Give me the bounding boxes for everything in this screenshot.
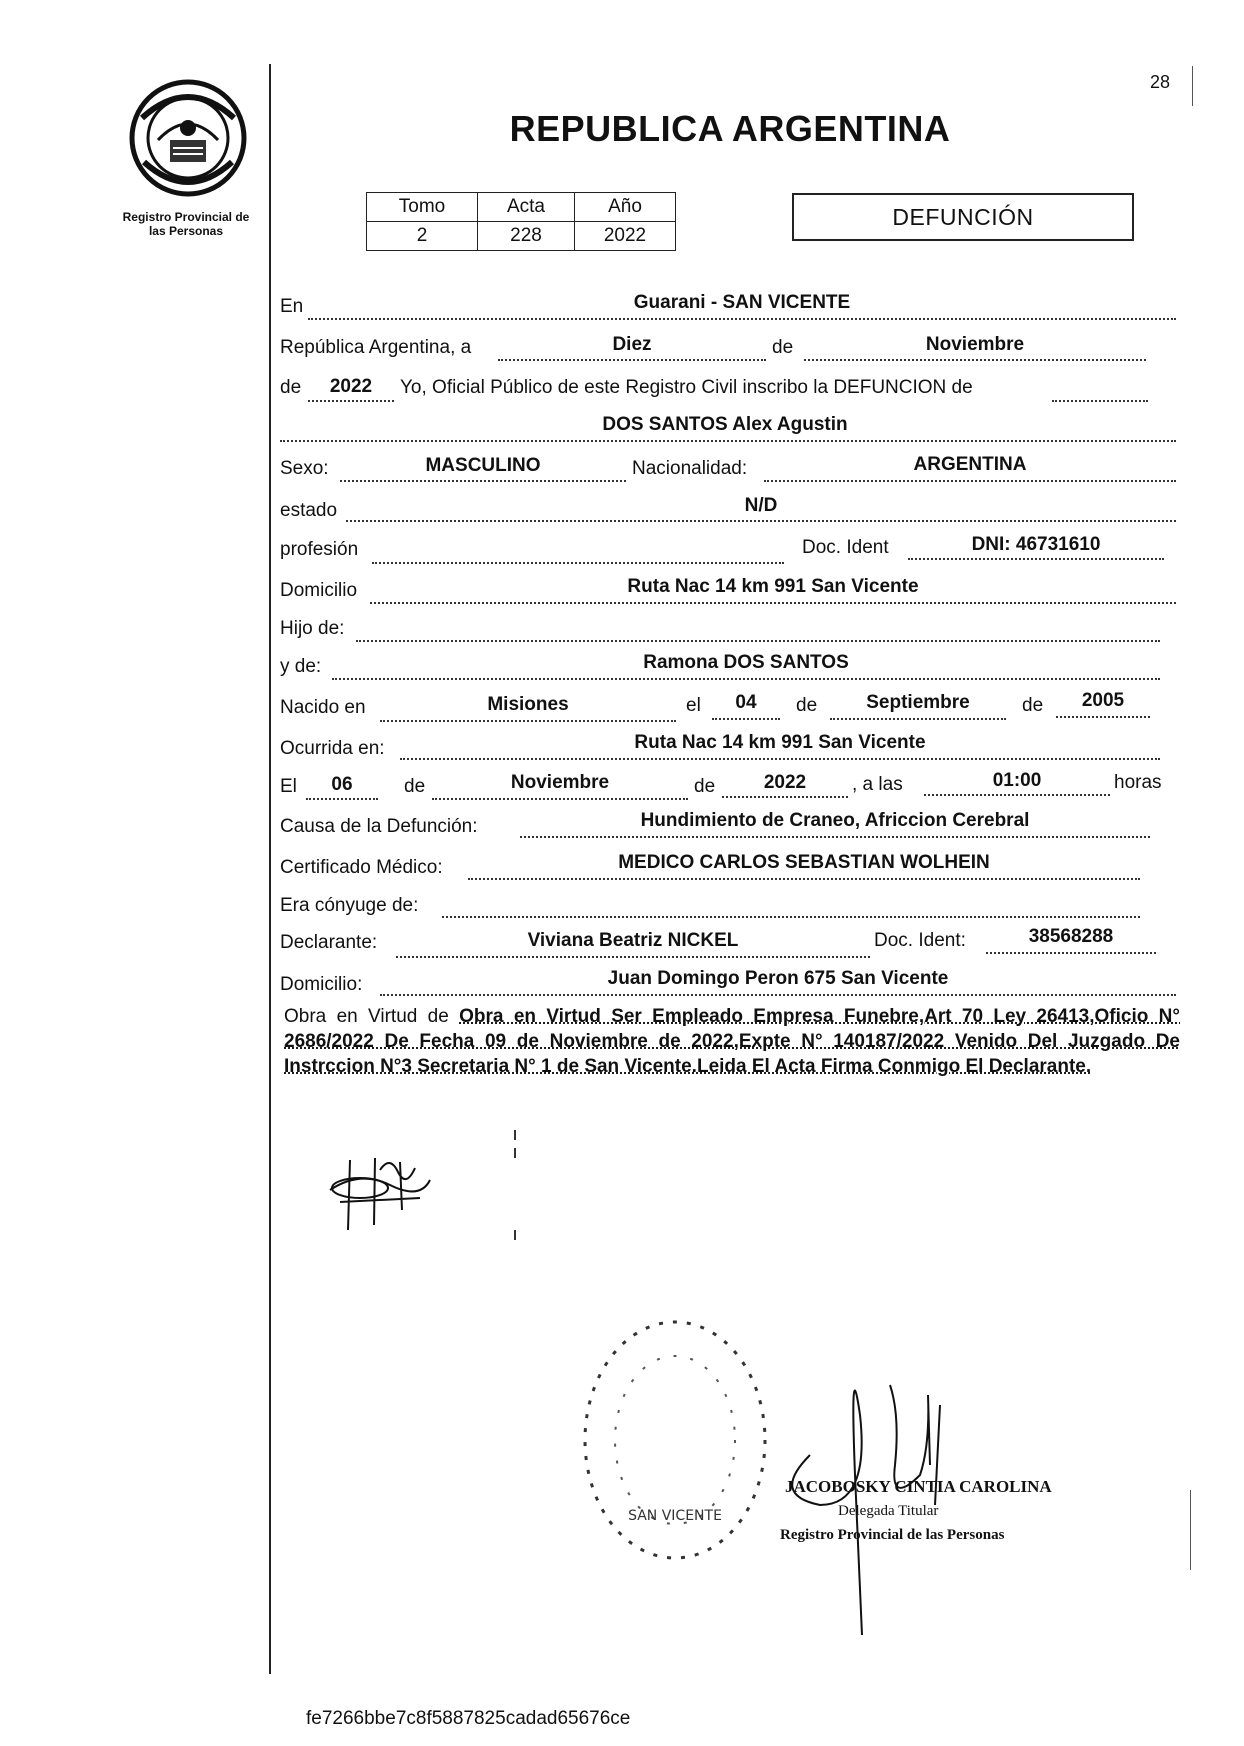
value-acta: 228	[478, 222, 575, 251]
declarante-label: Declarante:	[280, 932, 378, 953]
header-tomo: Tomo	[367, 193, 478, 222]
nac-dia-dotline	[712, 718, 780, 720]
def-mes: Noviembre	[510, 772, 610, 793]
estado-label: estado	[280, 500, 338, 521]
logo-caption-line2: las Personas	[148, 224, 224, 238]
conyuge-dotline	[442, 916, 1140, 918]
de6-label: de	[694, 776, 716, 797]
declarant-signature	[320, 1150, 440, 1240]
obra-paragraph	[284, 1004, 1180, 1079]
domicilio2-value: Juan Domingo Peron 675 San Vicente	[607, 968, 949, 989]
official-name: JACOBOSKY CINTIA CAROLINA	[785, 1477, 1052, 1496]
en-label: En	[280, 296, 304, 317]
certificado-value: MEDICO CARLOS SEBASTIAN WOLHEIN	[618, 852, 990, 873]
de-label: de	[772, 337, 794, 358]
horas-label: horas	[1114, 772, 1162, 793]
en-dotline	[308, 318, 1176, 320]
causa-dotline	[520, 836, 1150, 838]
official-org: Registro Provincial de las Personas	[780, 1527, 1005, 1543]
official-title: Delegada Titular	[838, 1503, 939, 1519]
ocurrida-dotline	[400, 758, 1160, 760]
mark	[514, 1130, 516, 1140]
certificado-dotline	[468, 878, 1140, 880]
el2-label: El	[280, 776, 297, 797]
doc-label: Doc. Ident	[802, 537, 889, 558]
domicilio-label: Domicilio	[280, 580, 358, 601]
de4-label: de	[1022, 695, 1044, 716]
document-hash: fe7266bbe7c8f5887825cadad65676ce	[306, 1708, 631, 1729]
registry-table	[366, 192, 676, 251]
def-anio-dotline	[722, 796, 848, 798]
domicilio2-label: Domicilio:	[280, 974, 363, 995]
dia-value: Diez	[612, 334, 652, 355]
deceased-name: DOS SANTOS Alex Agustin	[602, 414, 848, 435]
nacido-label: Nacido en	[280, 697, 366, 718]
nacionalidad-value: ARGENTINA	[913, 454, 1027, 475]
registry-value-row	[367, 222, 676, 251]
act-type-box: DEFUNCIÓN	[792, 193, 1134, 241]
yde-label: y de:	[280, 656, 322, 677]
nacionalidad-dotline	[764, 480, 1176, 482]
doc-value: DNI: 46731610	[971, 534, 1101, 555]
obra-value: Obra en Virtud Ser Empleado Empresa Funebre,Art 70 Ley 26413,Oficio N° 2686/2022 De Fecha 09 de Noviembre de 2022,Expte N° 140187/2022 Venido Del Juzgado De Instrccion N°3 Secretaria N° 1 de San Vicente.Leida El Acta Firma Conmigo El Declarante.	[284, 1006, 1181, 1077]
de3-label: de	[796, 695, 818, 716]
conyuge-label: Era cónyuge de:	[280, 895, 419, 916]
logo-caption-line1: Registro Provincial de	[122, 210, 250, 224]
nac-mes-dotline	[830, 718, 1006, 720]
def-anio: 2022	[763, 772, 807, 793]
nacido-dotline	[380, 720, 676, 722]
header-acta: Acta	[478, 193, 575, 222]
page-number: 28	[1150, 72, 1171, 92]
nac-anio: 2005	[1081, 690, 1125, 711]
sexo-label: Sexo:	[280, 458, 329, 479]
value-tomo: 2	[367, 222, 478, 251]
sexo-value: MASCULINO	[425, 455, 541, 476]
de5-label: de	[404, 776, 426, 797]
mark	[514, 1230, 516, 1240]
estado-dotline	[346, 520, 1176, 522]
republica-label: República Argentina, a	[280, 337, 472, 358]
yde-value: Ramona DOS SANTOS	[643, 652, 849, 673]
domicilio-dotline	[370, 602, 1176, 604]
doc2-label: Doc. Ident:	[874, 930, 966, 951]
profesion-label: profesión	[280, 539, 359, 560]
hijo-label: Hijo de:	[280, 618, 345, 639]
anio-value: 2022	[329, 376, 373, 397]
stamp-text: SAN VICENTE	[628, 1508, 722, 1524]
doc-dotline	[908, 558, 1164, 560]
obra-label: Obra en Virtud de	[284, 1006, 449, 1027]
hora-value: 01:00	[992, 770, 1042, 791]
mes-value: Noviembre	[925, 334, 1025, 355]
el-label: el	[686, 695, 701, 716]
page-title: REPUBLICA ARGENTINA	[509, 108, 951, 149]
value-anio: 2022	[575, 222, 676, 251]
nac-mes: Septiembre	[866, 692, 970, 713]
estado-value: N/D	[744, 495, 778, 516]
domicilio-value: Ruta Nac 14 km 991 San Vicente	[627, 576, 919, 597]
nac-dia: 04	[735, 692, 757, 713]
nombre-dotline	[280, 440, 1176, 442]
header-anio: Año	[575, 193, 676, 222]
declarante-value: Viviana Beatriz NICKEL	[527, 930, 739, 951]
domicilio2-dotline	[380, 994, 1176, 996]
registry-header-row	[367, 193, 676, 222]
def-mes-dotline	[432, 798, 688, 800]
doc2-value: 38568288	[1028, 926, 1114, 947]
official-stamp	[575, 1315, 775, 1565]
logo-caption	[106, 210, 266, 238]
doc2-dotline	[986, 952, 1156, 954]
hora-dotline	[924, 794, 1110, 796]
declarante-dotline	[396, 956, 870, 958]
nac-anio-dotline	[1056, 716, 1150, 718]
hijo-dotline	[356, 640, 1160, 642]
ocurrida-label: Ocurrida en:	[280, 738, 385, 759]
yo-text: Yo, Oficial Público de este Registro Civil inscribo la DEFUNCION de	[400, 377, 973, 398]
def-dia-dotline	[306, 798, 378, 800]
certificado-label: Certificado Médico:	[280, 857, 443, 878]
causa-label: Causa de la Defunción:	[280, 816, 478, 837]
margin-line	[269, 64, 271, 1674]
margin-line-right-bottom	[1190, 1490, 1191, 1570]
mes-dotline	[804, 359, 1146, 361]
nacido-value: Misiones	[487, 694, 569, 715]
nacionalidad-label: Nacionalidad:	[632, 458, 748, 479]
ocurrida-value: Ruta Nac 14 km 991 San Vicente	[634, 732, 926, 753]
alas-label: , a las	[852, 774, 903, 795]
def-dia: 06	[331, 774, 353, 795]
causa-value: Hundimiento de Craneo, Africcion Cerebral	[640, 810, 1030, 831]
yde-dotline	[332, 678, 1160, 680]
profesion-dotline	[372, 562, 784, 564]
sexo-dotline	[340, 480, 626, 482]
anio-dotline	[308, 400, 394, 402]
margin-line-right	[1192, 66, 1193, 106]
province-seal-logo	[128, 78, 248, 198]
yo-dotline	[1052, 400, 1148, 402]
de2-label: de	[280, 377, 302, 398]
dia-dotline	[498, 359, 766, 361]
mark	[514, 1148, 516, 1158]
en-value: Guarani - SAN VICENTE	[633, 292, 851, 313]
